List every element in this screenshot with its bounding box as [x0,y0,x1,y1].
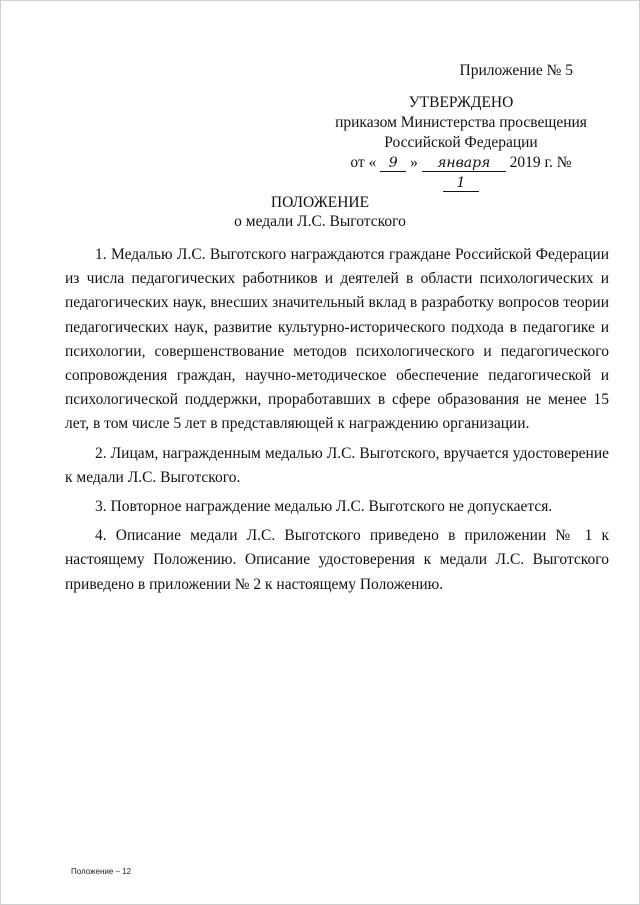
title-line-1: ПОЛОЖЕНИЕ [270,194,370,211]
date-prefix: от « [350,154,377,171]
document-body [65,243,609,602]
paragraph-4: 4. Описание медали Л.С. Выготского приведено в приложении № 1 к настоящему Положению. Описание удостоверения к медали Л.С. Выготского приведено в приложении № 2 к настоящему Положению. [65,527,609,593]
title-line-2: о медали Л.С. Выготского [234,213,406,230]
paragraph-2: 2. Лицам, награжденным медалью Л.С. Выготского, вручается удостоверение к медали Л.С. Выготского. [65,444,609,486]
page-footer: Положение – 12 [71,867,132,876]
order-line-1: приказом Министерства просвещения [335,114,587,131]
order-line-2: Российской Федерации [384,134,538,151]
order-date-line [331,153,591,193]
order-number-handwritten: 1 [443,175,479,192]
date-month-handwritten: января [422,155,506,172]
approval-header [331,61,591,193]
date-day-handwritten: 9 [380,155,406,172]
paragraph-1: 1. Медалью Л.С. Выготского награждаются граждане Российской Федерации из числа педагогических работников и деятелей в области психологических и педагогических наук, внесших значительный вклад в разработку вопросов теории педагогических наук, развитие культурно-исторического подхода в педагогике и психологии, совершенствование методов психологического и педагогического сопровождения граждан, научно-методическое обеспечение педагогической и психологической поддержки, проработавших в сфере образования не менее 15 лет, в том числе 5 лет в представляющей к награждению организации. [65,246,609,433]
date-mid: » [410,154,418,171]
document-title [1,193,639,231]
paragraph-3: 3. Повторное награждение медалью Л.С. Выготского не допускается. [95,498,553,516]
appendix-label: Приложение № 5 [459,62,573,79]
approved-stamp: УТВЕРЖДЕНО [408,94,514,111]
date-year: 2019 г. № [509,154,572,171]
